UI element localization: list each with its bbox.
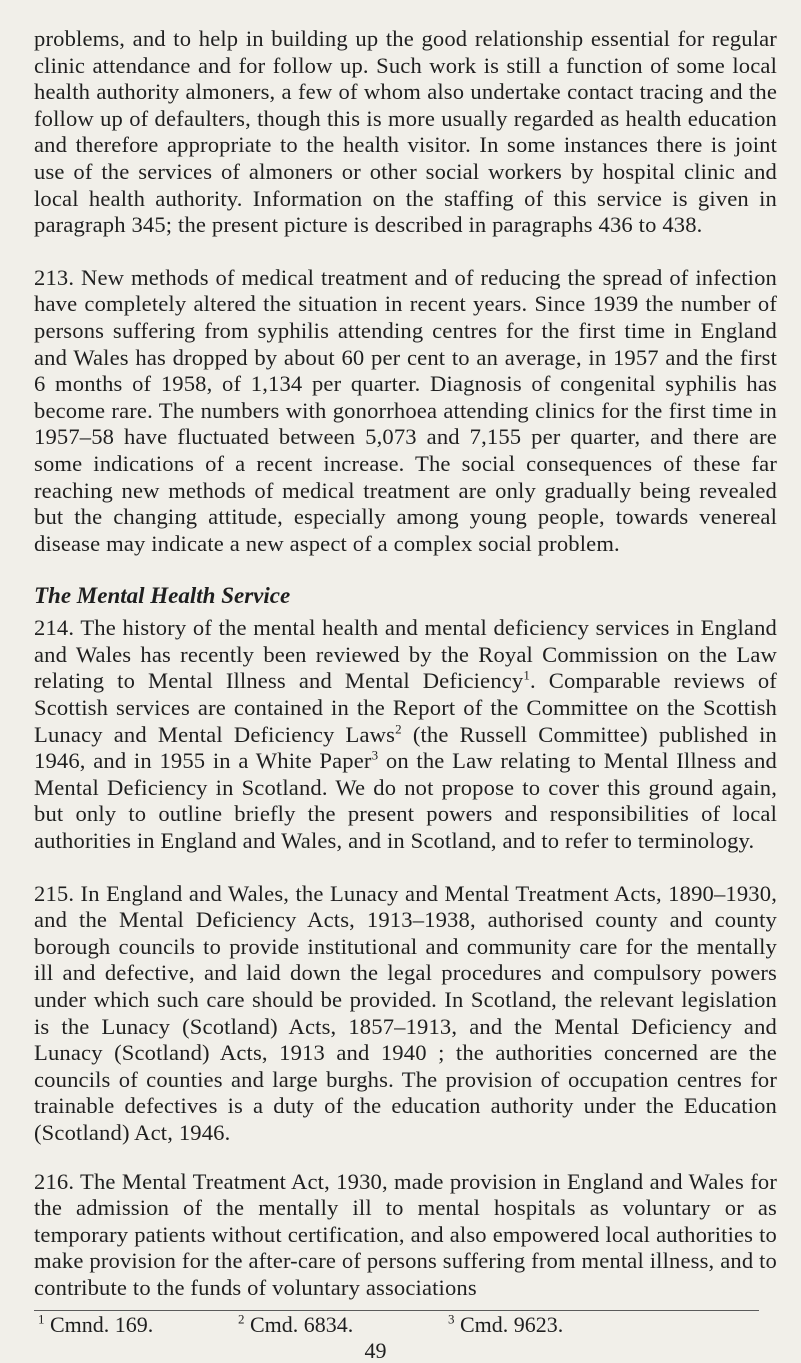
section-heading: The Mental Health Service xyxy=(34,583,291,609)
footnote-3 xyxy=(448,1313,563,1337)
footnote-3-mark: 3 xyxy=(448,1311,455,1327)
footnote-1 xyxy=(38,1313,238,1337)
footnote-2-mark: 2 xyxy=(238,1311,245,1327)
paragraph-gap xyxy=(34,1147,777,1169)
footnote-1-text: Cmnd. 169. xyxy=(44,1311,154,1337)
paragraph-215: 215. In England and Wales, the Lunacy and Mental Treatment Acts, 1890–1930, and the Mental Deficiency Acts, 1913–1938, authorised county and county borough councils to provide institutional and community care for the mentally ill and defective, and laid down the legal procedures and compulsory powers under which such care should be provided. In Scotland, the relevant legislation is the Lunacy (Scotland) Acts, 1857–1913, and the Mental Deficiency and Lunacy (Scotland) Acts, 1913 and 1940 ; the authorities concerned are the councils of counties and large burghs. The provision of occupation centres for trainable defectives is a duty of the education authority under the Education (Scotland) Act, 1946. xyxy=(34,880,777,1145)
paragraph-216: 216. The Mental Treatment Act, 1930, made provision in England and Wales for the admission of the mentally ill to mental hospitals as voluntary or as temporary patients without certification, and also empowered local authorities to make provision for the after-care of persons suffering from mental illness, and to contribute to the funds of voluntary associations xyxy=(34,1168,777,1300)
page-number: 49 xyxy=(364,1337,387,1363)
footnote-divider xyxy=(34,1310,759,1311)
paragraph-gap xyxy=(34,239,777,265)
paragraph-213: 213. New methods of medical treatment and of reducing the spread of infection have completely altered the situation in recent years. Since 1939 the number of persons suffering from syphilis attending centres for the first time in England and Wales has dropped by about 60 per cent to an average, in 1957 and the first 6 months of 1958, of 1,134 per quarter. Diagnosis of congenital syphilis has become rare. The numbers with gonorrhoea attending clinics for the first time in 1957–58 have fluctuated between 5,073 and 7,155 per quarter, and there are some indications of a recent increase. The social consequences of these far reaching new methods of medical treatment are only gradually being revealed but the changing attitude, especially among young people, towards venereal disease may indicate a new aspect of a complex social problem. xyxy=(34,264,777,556)
footnotes xyxy=(34,1313,777,1337)
paragraph-214 xyxy=(34,615,777,854)
footnote-2-text: Cmd. 6834. xyxy=(244,1311,354,1337)
footnote-3-text: Cmd. 9623. xyxy=(454,1311,564,1337)
footnote-1-mark: 1 xyxy=(38,1311,45,1327)
paragraph-intro: problems, and to help in building up the good relationship essential for regular clinic attendance and for follow up. Such work is still a function of some local health authority almoners, a few of whom also undertake contact tracing and the follow up of defaulters, though this is more usually regarded as health education and therefore appropriate to the health visitor. In some instances there is joint use of the services of almoners or other social workers by hospital clinic and local health authority. Information on the staffing of this service is given in paragraph 345; the present picture is described in paragraphs 436 to 438. xyxy=(34,26,777,238)
footnote-ref-3: 3 xyxy=(371,747,379,763)
footnote-ref-2: 2 xyxy=(395,721,402,737)
paragraph-gap xyxy=(34,855,777,881)
paragraph-214-part-a: 214. The history of the mental health and mental deficiency services in England and Wales has recently been reviewed by the Royal Commission on the Law relating to Mental Illness and Mental Deficiency xyxy=(34,615,777,694)
paragraph-214-part-c: (the Russell Committee) published in 1946, and in 1955 in a White Paper xyxy=(34,721,777,774)
footnote-ref-1: 1 xyxy=(523,667,530,683)
paragraph-gap xyxy=(34,557,777,583)
footnote-2 xyxy=(238,1313,448,1337)
paragraph-214-part-d: on the Law relating to Mental Illness and Mental Deficiency in Scotland. We do not propose to cover this ground again, but only to outline briefly the present powers and responsibilities of local authorities in England and Wales, and in Scotland, and to refer to terminology. xyxy=(34,748,777,854)
paragraph-214-part-b: . Comparable reviews of Scottish services are contained in the Report of the Committee on the Scottish Lunacy and Mental Deficiency Laws xyxy=(34,668,777,747)
